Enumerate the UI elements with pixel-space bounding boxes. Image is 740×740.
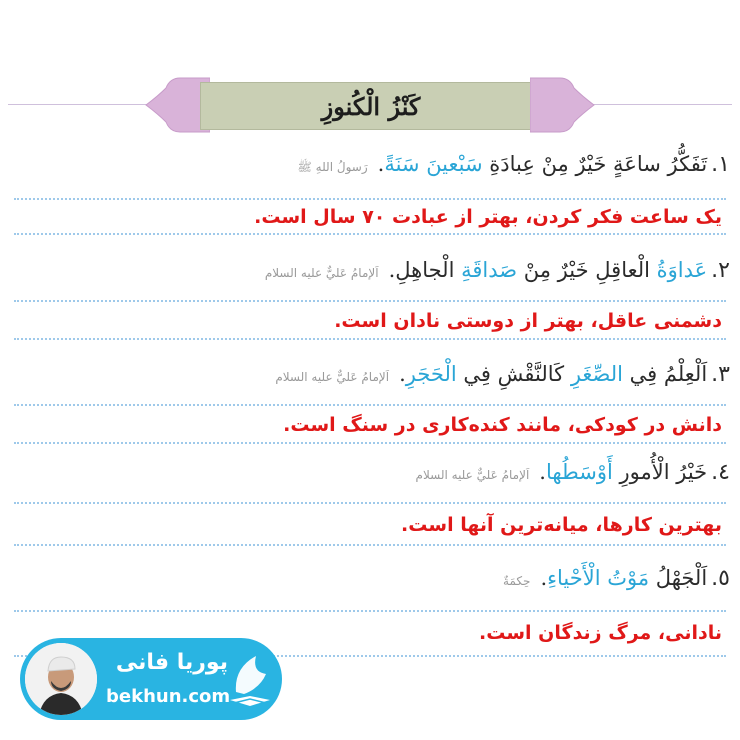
highlighted-word: مَوْتُ الْأَحْياءِ (547, 566, 650, 590)
hadith-item (10, 362, 730, 387)
highlighted-word: الْحَجَرِ (405, 362, 457, 386)
arabic-fragment: الْجاهِلِ. (388, 258, 462, 282)
site-url[interactable]: bekhun.com (106, 686, 231, 707)
arabic-fragment: . (399, 362, 406, 386)
persian-translation: نادانی، مرگ زندگان است. (479, 622, 722, 644)
hadith-item (10, 258, 730, 283)
hadith-number: ٣. (711, 362, 730, 387)
arabic-fragment: كَالنَّقْشِ فِي (456, 362, 571, 386)
dotted-rule (14, 198, 726, 200)
hadith-arabic-text (378, 152, 708, 176)
dotted-rule (14, 610, 726, 612)
hadith-source: رَسولُ اللهِ ﷺ (297, 160, 368, 174)
hadith-arabic-text (540, 566, 707, 590)
hadith-item (10, 152, 730, 177)
dotted-rule (14, 300, 726, 302)
hadith-arabic-line (10, 566, 730, 591)
hadith-source: اَلإمامُ عَليٌّ عليه السلام (415, 468, 530, 482)
arabic-fragment: . (540, 566, 548, 590)
highlighted-word: عَداوَةُ (656, 258, 708, 282)
hadith-arabic-line (10, 152, 730, 177)
arabic-fragment: اَلْجَهْلُ (649, 566, 708, 590)
hadith-number: ٥. (711, 566, 730, 591)
arabic-fragment: تَفَكُّرُ ساعَةٍ خَيْرٌ مِنْ عِبادَةِ (482, 152, 708, 176)
page-title: كَنْزُ الْكُنوزِ (321, 91, 421, 121)
persian-translation: دانش در کودکی، مانند کنده‌کاری در سنگ است. (283, 414, 722, 436)
hadith-item (10, 566, 730, 591)
hadith-source: حِكمَةٌ (503, 574, 531, 588)
arabic-fragment: . (539, 460, 546, 484)
hadith-number: ٢. (711, 258, 730, 283)
hadith-number: ٤. (711, 460, 730, 485)
highlighted-word: صَداقَةِ (461, 258, 518, 282)
arabic-fragment: خَيْرُ الْأُمورِ (612, 460, 708, 484)
banner-right-ornament (530, 70, 600, 140)
dotted-rule (14, 338, 726, 340)
arabic-fragment: . (377, 152, 385, 176)
persian-translation: یک ساعت فکر کردن، بهتر از عبادت ۷۰ سال است. (254, 206, 722, 228)
bekhun-logo-icon (226, 648, 278, 710)
hadith-arabic-text (389, 258, 708, 282)
hadith-number: ١. (711, 152, 730, 177)
hadith-item (10, 460, 730, 485)
hadith-source: اَلإمامُ عَليٌّ عليه السلام (264, 266, 379, 280)
dotted-rule (14, 233, 726, 235)
arabic-fragment: الْعاقِلِ خَيْرٌ مِنْ (517, 258, 657, 282)
author-name: پوریا فانی (115, 650, 228, 675)
hadith-arabic-text (399, 362, 707, 386)
avatar (25, 643, 97, 715)
highlighted-word: الصِّغَرِ (570, 362, 623, 386)
author-badge[interactable] (20, 638, 282, 720)
hadith-source: اَلإمامُ عَليٌّ عليه السلام (275, 370, 390, 384)
arabic-fragment: اَلْعِلْمُ فِي (622, 362, 708, 386)
persian-translation: بهترین کارها، میانه‌ترین آنها است. (401, 514, 722, 536)
dotted-rule (14, 544, 726, 546)
hadith-arabic-line (10, 258, 730, 283)
hadith-arabic-line (10, 362, 730, 387)
highlighted-word: سَبْعينَ سَنَةً (384, 152, 483, 176)
dotted-rule (14, 502, 726, 504)
person-photo-icon (25, 643, 97, 715)
hadith-arabic-line (10, 460, 730, 485)
persian-translation: دشمنی عاقل، بهتر از دوستی نادان است. (334, 310, 722, 332)
dotted-rule (14, 442, 726, 444)
banner-title-box (200, 82, 542, 130)
title-banner (140, 70, 600, 140)
hadith-arabic-text (539, 460, 707, 484)
highlighted-word: أَوْسَطُها (545, 460, 613, 484)
dotted-rule (14, 404, 726, 406)
